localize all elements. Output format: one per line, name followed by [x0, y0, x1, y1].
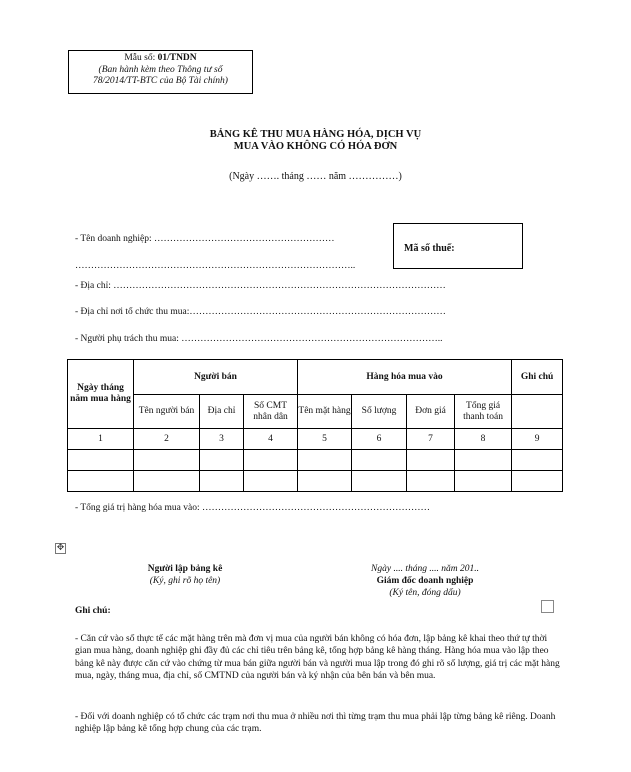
header-seller-name: Tên người bán	[134, 395, 200, 429]
document-title-line2: MUA VÀO KHÔNG CÓ HÓA ĐƠN	[233, 141, 398, 152]
document-date: (Ngày ……. tháng …… năm ……………)	[229, 171, 402, 182]
header-quantity: Số lượng	[352, 395, 407, 429]
header-total-price: Tổng giá thanh toán	[455, 395, 512, 429]
column-number: 6	[352, 429, 407, 450]
header-seller-group: Người bán	[134, 360, 298, 395]
director-title: Giám đốc doanh nghiệp	[376, 576, 474, 586]
header-purchase-date: Ngày tháng năm mua hàng	[68, 360, 134, 429]
tax-code-box[interactable]	[393, 223, 523, 269]
column-number: 9	[512, 429, 563, 450]
header-note-blank	[512, 395, 563, 429]
person-in-charge-field[interactable]: - Người phụ trách thu mua: ………………………………………………………………………..	[75, 334, 443, 344]
company-name-field[interactable]: - Tên doanh nghiệp: …………………………………………………	[75, 234, 335, 244]
header-seller-address: Địa chỉ	[200, 395, 244, 429]
purchase-table	[67, 359, 563, 492]
header-note: Ghi chú	[512, 360, 563, 395]
header-goods-group: Hàng hóa mua vào	[298, 360, 512, 395]
header-unit-price: Đơn giá	[407, 395, 455, 429]
table-row[interactable]	[68, 471, 563, 492]
preparer-title: Người lập bảng kê	[147, 564, 223, 574]
purchase-place-field[interactable]: - Địa chỉ nơi tổ chức thu mua:………………………………………………………………………	[75, 307, 446, 317]
form-issued-line1: (Ban hành kèm theo Thông tư số	[98, 64, 223, 75]
document-title-line1: BẢNG KÊ THU MUA HÀNG HÓA, DỊCH VỤ	[209, 129, 422, 140]
column-number: 1	[68, 429, 134, 450]
director-signature	[335, 563, 515, 599]
column-number-row	[68, 429, 563, 450]
preparer-sub: (Ký, ghi rõ họ tên)	[149, 576, 221, 586]
column-number: 5	[298, 429, 352, 450]
company-name-continuation[interactable]: ……………………………………………………………………………..	[75, 261, 356, 271]
address-field[interactable]: - Địa chỉ: ……………………………………………………………………………………………	[75, 281, 446, 291]
preparer-signature	[120, 563, 250, 587]
column-number: 2	[134, 429, 200, 450]
column-number: 7	[407, 429, 455, 450]
notes-paragraph-1: - Căn cứ vào số thực tế các mặt hàng trên mà đơn vị mua của người bán không có hóa đơn, lập bảng kê khai theo thứ tự thời gian mua hàng, doanh nghiệp ghi đầy đủ các chỉ tiêu trên bảng kê, tổng hợp bảng kê hàng tháng. Hàng hóa mua vào lập theo bảng kê này được căn cứ vào chứng từ mua bán giữa người bán và người mua lập trong đó ghi rõ số lượng, giá trị các mặt hàng mua, ngày, tháng mua, địa chỉ, số CMTND của người bán và ký nhận của bên bán và bên mua.	[75, 634, 560, 681]
header-seller-id: Số CMT nhân dân	[244, 395, 298, 429]
column-number: 4	[244, 429, 298, 450]
tax-code-label: Mã số thuế:	[404, 243, 455, 254]
header-goods-name: Tên mặt hàng	[298, 395, 352, 429]
table-row[interactable]	[68, 450, 563, 471]
column-number: 3	[200, 429, 244, 450]
total-value-field[interactable]: - Tổng giá trị hàng hóa mua vào: ………………………………………………………………	[75, 503, 430, 513]
signature-date: Ngày .... tháng .... năm 201..	[371, 564, 479, 574]
notes-paragraph-2: - Đối với doanh nghiệp có tổ chức các trạm nơi thu mua ở nhiều nơi thì từng trạm thu mua phải lập từng bảng kê riêng. Doanh nghiệp lập bảng kê tổng hợp chung của các trạm.	[75, 712, 556, 735]
column-number: 8	[455, 429, 512, 450]
form-issued-line2: 78/2014/TT-BTC của Bộ Tài chính)	[93, 76, 228, 86]
form-number-box	[68, 50, 253, 94]
move-handle-icon[interactable]: ✥	[56, 543, 65, 553]
form-number: Mẫu số: 01/TNDN	[124, 53, 197, 63]
notes-heading: Ghi chú:	[75, 606, 111, 616]
director-sub: (Ký tên, đóng dấu)	[389, 588, 461, 598]
